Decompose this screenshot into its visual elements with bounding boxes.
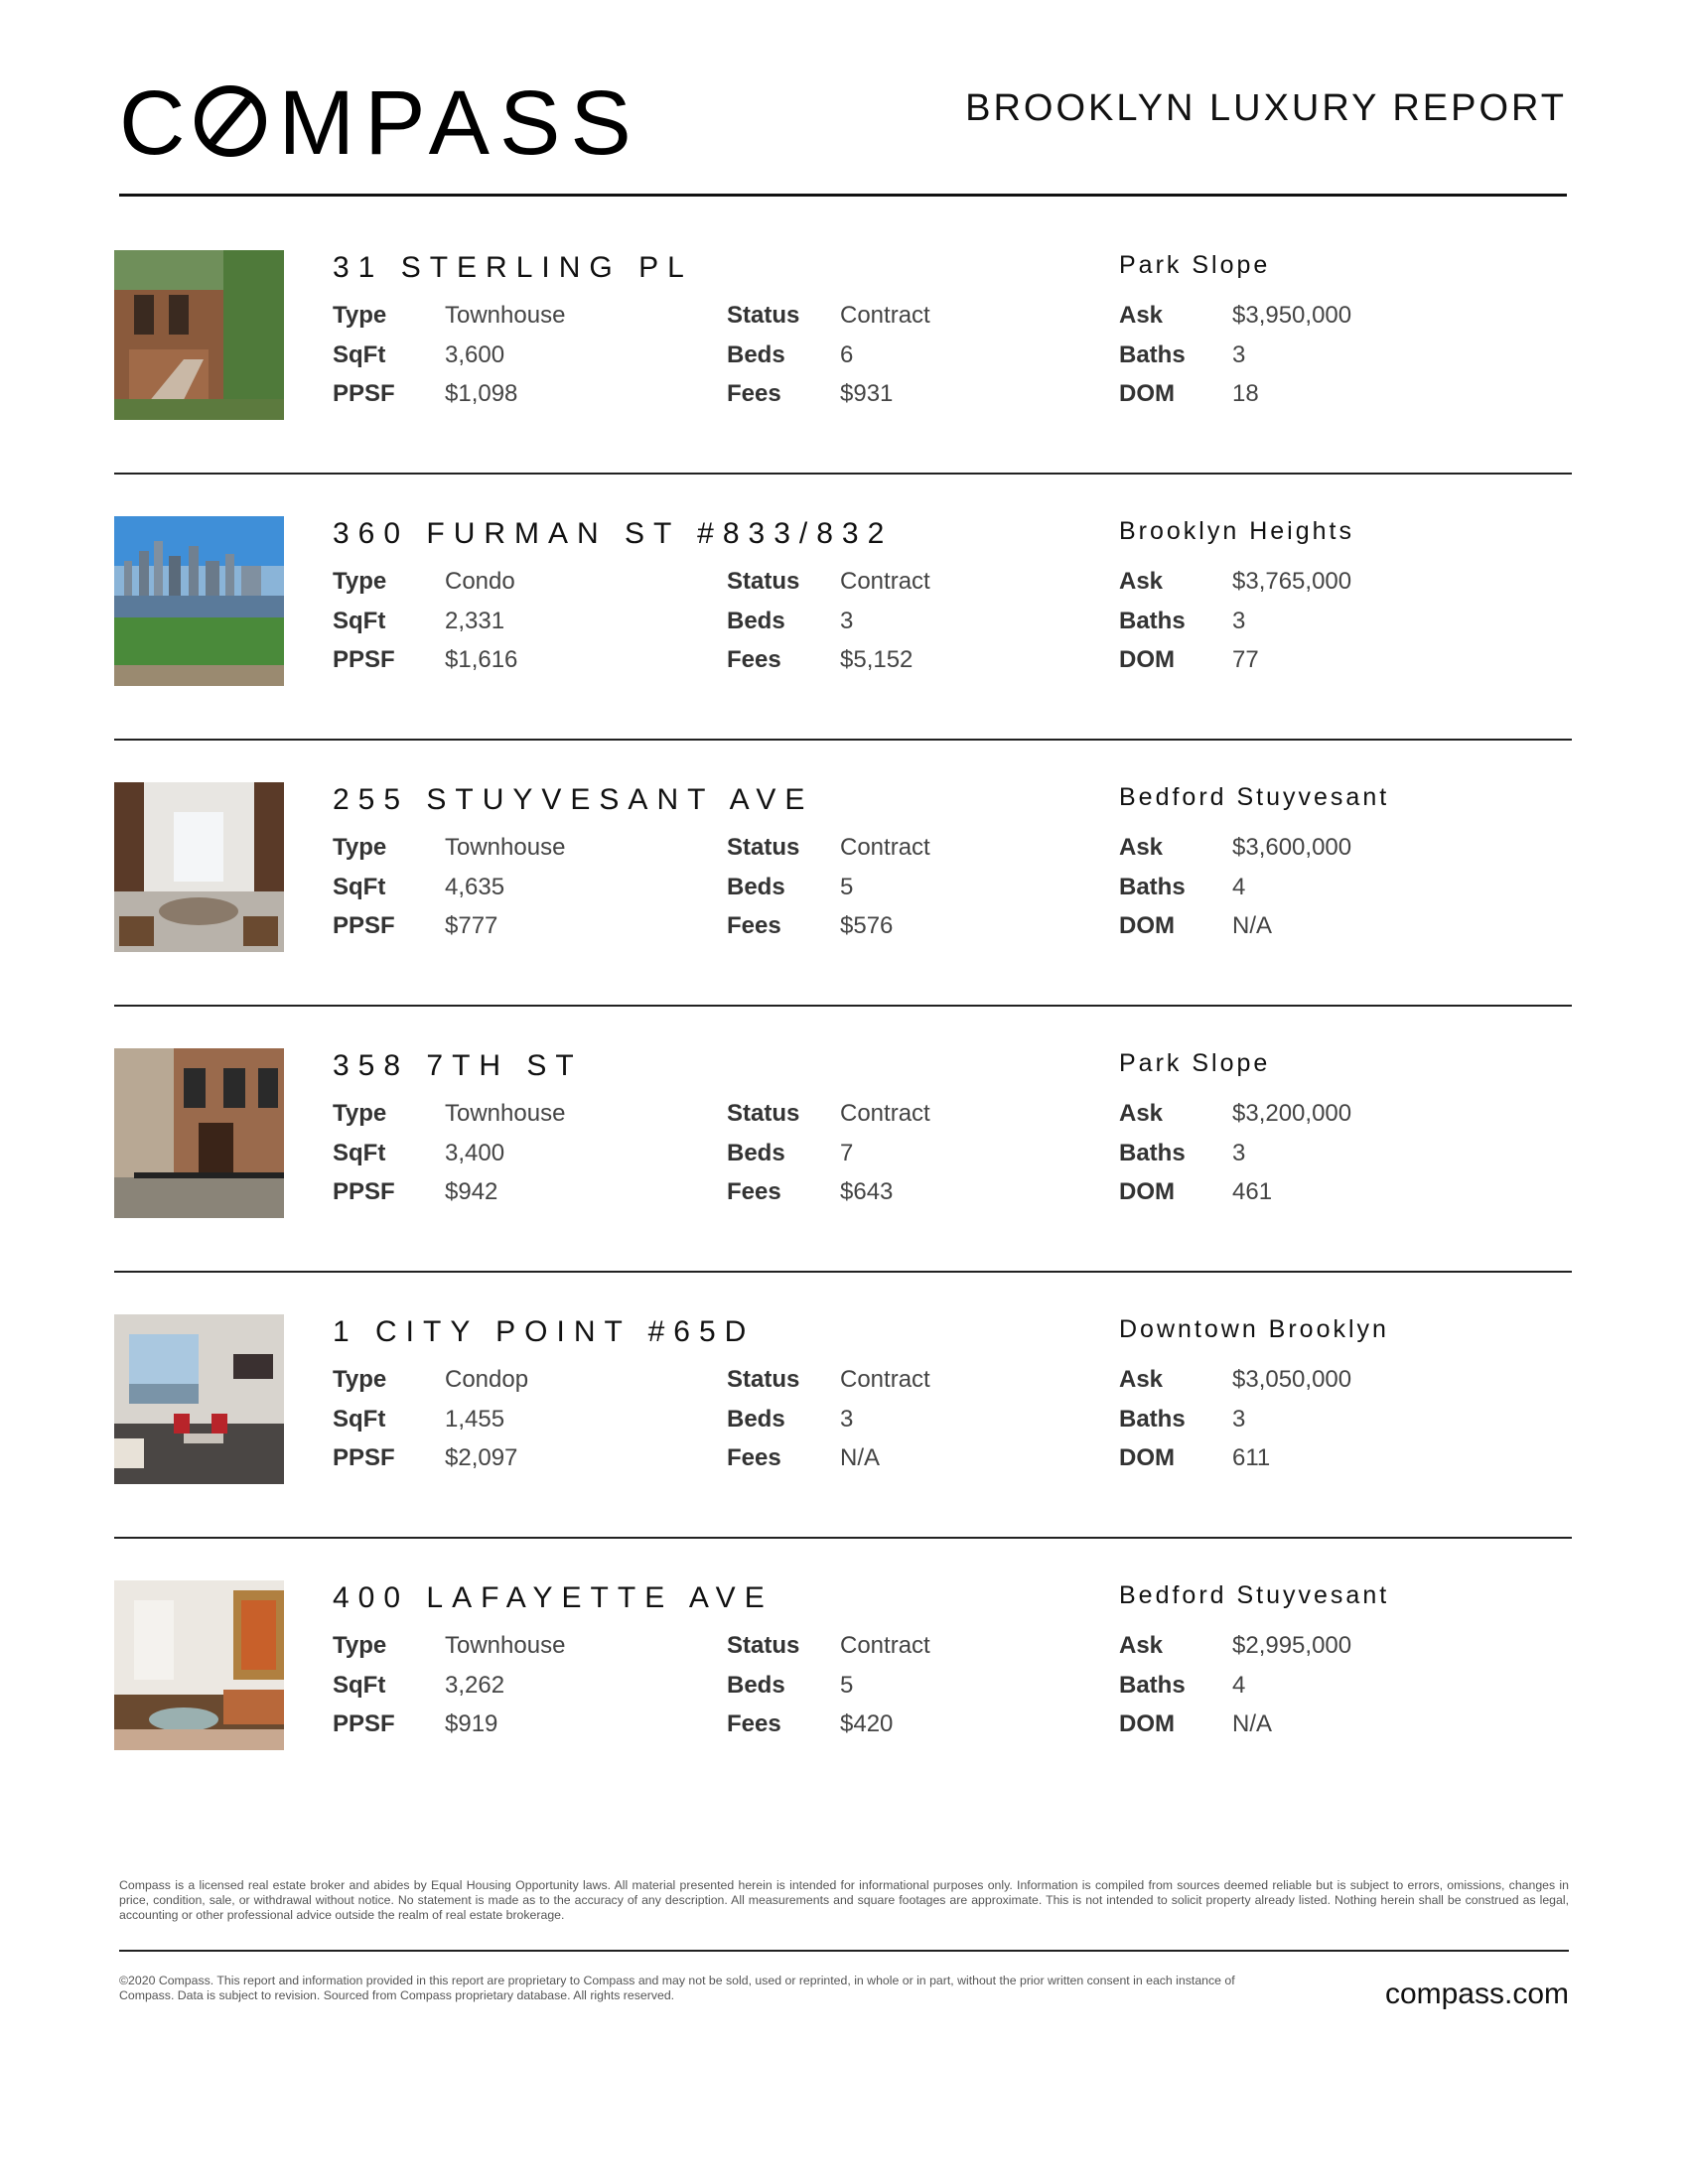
sqft-value: 4,635: [445, 874, 505, 900]
fees-value: $576: [840, 912, 894, 939]
ask-label: Ask: [1119, 302, 1164, 329]
listing-photo: [114, 1048, 284, 1218]
baths-label: Baths: [1119, 608, 1186, 634]
listing-neighborhood: Bedford Stuyvesant: [1119, 783, 1390, 811]
fees-value: $931: [840, 380, 894, 407]
baths-value: 4: [1232, 1672, 1246, 1699]
listing-divider: [114, 739, 1572, 741]
status-label: Status: [727, 1632, 800, 1659]
ppsf-value: $777: [445, 912, 498, 939]
sqft-label: SqFt: [333, 1672, 386, 1699]
listing-photo: [114, 250, 284, 420]
copyright-notice: ©2020 Compass. This report and information provided in this report are proprietary to Compass and may not be sold, used or reprinted, in whole or in part, without the prior written consent in each instance of Compass. Data is subject to revision. Sourced from Compass proprietary database. All rights reserved.: [119, 1974, 1235, 2002]
dom-value: N/A: [1232, 1710, 1273, 1737]
ask-label: Ask: [1119, 1632, 1164, 1659]
listing-photo: [114, 1314, 284, 1484]
sqft-value: 2,331: [445, 608, 505, 634]
legal-disclaimer: Compass is a licensed real estate broker and abides by Equal Housing Opportunity laws. All material presented herein is intended for informational purposes only. Information is compiled from sources deemed reliable but is subject to errors, omissions, changes in price, condition, sale, or withdrawal without notice. No statement is made as to the accuracy of any description. All measurements and square footages are approximate. This is not intended to solicit property already listed. Nothing herein shall be construed as legal, accounting or other professional advice outside the realm of real estate brokerage.: [119, 1878, 1569, 1922]
listing-5: [114, 1314, 1572, 1580]
dom-label: DOM: [1119, 912, 1175, 939]
listing-1: [114, 250, 1572, 516]
fees-value: N/A: [840, 1444, 881, 1471]
website-link[interactable]: compass.com: [1384, 1978, 1569, 2010]
baths-value: 3: [1232, 1140, 1246, 1166]
ask-label: Ask: [1119, 834, 1164, 861]
beds-value: 7: [840, 1140, 854, 1166]
type-value: Condo: [445, 568, 515, 595]
status-label: Status: [727, 1100, 800, 1127]
brownstone-street-photo-icon: [114, 1048, 284, 1218]
dom-label: DOM: [1119, 380, 1175, 407]
status-value: Contract: [840, 834, 930, 861]
listing-divider: [114, 1271, 1572, 1273]
listing-photo: [114, 782, 284, 952]
listing-4: [114, 1048, 1572, 1314]
beds-label: Beds: [727, 341, 785, 368]
dom-label: DOM: [1119, 646, 1175, 673]
listing-2: [114, 516, 1572, 782]
ppsf-label: PPSF: [333, 1444, 395, 1471]
ppsf-label: PPSF: [333, 1710, 395, 1737]
beds-label: Beds: [727, 874, 785, 900]
fees-label: Fees: [727, 380, 781, 407]
ppsf-label: PPSF: [333, 380, 395, 407]
ppsf-value: $1,098: [445, 380, 518, 407]
ppsf-value: $919: [445, 1710, 498, 1737]
status-label: Status: [727, 1366, 800, 1393]
listing-address: 31 STERLING PL: [333, 251, 693, 284]
listing-neighborhood: Downtown Brooklyn: [1119, 1315, 1389, 1343]
status-value: Contract: [840, 1100, 930, 1127]
sqft-label: SqFt: [333, 1140, 386, 1166]
ppsf-label: PPSF: [333, 1178, 395, 1205]
footer-divider: [119, 1950, 1569, 1952]
ppsf-value: $942: [445, 1178, 498, 1205]
parlor-photo-icon: [114, 1580, 284, 1750]
listing-photo: [114, 1580, 284, 1750]
sqft-value: 3,262: [445, 1672, 505, 1699]
ask-value: $2,995,000: [1232, 1632, 1352, 1659]
listing-photo: [114, 516, 284, 686]
fees-label: Fees: [727, 1710, 781, 1737]
listing-3: [114, 782, 1572, 1048]
type-value: Townhouse: [445, 1100, 566, 1127]
beds-value: 3: [840, 1406, 854, 1433]
listing-divider: [114, 1005, 1572, 1007]
ppsf-value: $1,616: [445, 646, 518, 673]
type-label: Type: [333, 834, 387, 861]
status-value: Contract: [840, 1632, 930, 1659]
ask-label: Ask: [1119, 1100, 1164, 1127]
baths-label: Baths: [1119, 341, 1186, 368]
sqft-value: 3,400: [445, 1140, 505, 1166]
dom-label: DOM: [1119, 1444, 1175, 1471]
listing-6: [114, 1580, 1572, 1846]
baths-label: Baths: [1119, 1672, 1186, 1699]
townhouse-photo-icon: [114, 250, 284, 420]
ask-value: $3,600,000: [1232, 834, 1352, 861]
ask-value: $3,200,000: [1232, 1100, 1352, 1127]
skyline-photo-icon: [114, 516, 284, 686]
sqft-label: SqFt: [333, 608, 386, 634]
dom-value: N/A: [1232, 912, 1273, 939]
sqft-value: 1,455: [445, 1406, 505, 1433]
status-label: Status: [727, 302, 800, 329]
baths-label: Baths: [1119, 1406, 1186, 1433]
status-value: Contract: [840, 568, 930, 595]
fees-label: Fees: [727, 912, 781, 939]
dom-label: DOM: [1119, 1710, 1175, 1737]
dom-value: 611: [1232, 1444, 1271, 1471]
ask-value: $3,050,000: [1232, 1366, 1352, 1393]
listing-neighborhood: Park Slope: [1119, 251, 1271, 279]
status-label: Status: [727, 834, 800, 861]
compass-o-icon: [195, 85, 266, 157]
report-title: BROOKLYN LUXURY REPORT: [965, 87, 1567, 129]
listing-neighborhood: Brooklyn Heights: [1119, 517, 1354, 545]
listing-address: 360 FURMAN ST #833/832: [333, 517, 894, 550]
listing-address: 358 7TH ST: [333, 1049, 583, 1082]
type-value: Townhouse: [445, 1632, 566, 1659]
type-label: Type: [333, 1366, 387, 1393]
type-label: Type: [333, 568, 387, 595]
ask-label: Ask: [1119, 568, 1164, 595]
beds-label: Beds: [727, 608, 785, 634]
baths-value: 3: [1232, 1406, 1246, 1433]
dom-value: 77: [1232, 646, 1259, 673]
sqft-label: SqFt: [333, 1406, 386, 1433]
baths-value: 3: [1232, 608, 1246, 634]
status-label: Status: [727, 568, 800, 595]
listing-divider: [114, 473, 1572, 475]
sqft-value: 3,600: [445, 341, 505, 368]
status-value: Contract: [840, 302, 930, 329]
fees-label: Fees: [727, 1178, 781, 1205]
beds-value: 6: [840, 341, 854, 368]
type-label: Type: [333, 1100, 387, 1127]
fees-value: $420: [840, 1710, 894, 1737]
sqft-label: SqFt: [333, 341, 386, 368]
baths-label: Baths: [1119, 1140, 1186, 1166]
dom-value: 18: [1232, 380, 1259, 407]
ppsf-value: $2,097: [445, 1444, 518, 1471]
compass-logo: C MPASS: [119, 72, 641, 174]
fees-value: $643: [840, 1178, 894, 1205]
status-value: Contract: [840, 1366, 930, 1393]
listing-neighborhood: Park Slope: [1119, 1049, 1271, 1077]
listing-neighborhood: Bedford Stuyvesant: [1119, 1581, 1390, 1609]
listing-address: 400 LAFAYETTE AVE: [333, 1581, 774, 1614]
beds-label: Beds: [727, 1406, 785, 1433]
fees-label: Fees: [727, 1444, 781, 1471]
fees-label: Fees: [727, 646, 781, 673]
header-divider: [119, 194, 1567, 197]
ask-label: Ask: [1119, 1366, 1164, 1393]
beds-label: Beds: [727, 1672, 785, 1699]
dom-label: DOM: [1119, 1178, 1175, 1205]
type-label: Type: [333, 302, 387, 329]
listing-address: 1 CITY POINT #65D: [333, 1315, 756, 1348]
type-value: Condop: [445, 1366, 529, 1393]
baths-label: Baths: [1119, 874, 1186, 900]
fees-value: $5,152: [840, 646, 914, 673]
listing-divider: [114, 1537, 1572, 1539]
report-header: [119, 72, 1567, 197]
ppsf-label: PPSF: [333, 912, 395, 939]
beds-value: 5: [840, 1672, 854, 1699]
type-value: Townhouse: [445, 834, 566, 861]
beds-label: Beds: [727, 1140, 785, 1166]
dom-value: 461: [1232, 1178, 1273, 1205]
type-label: Type: [333, 1632, 387, 1659]
ask-value: $3,950,000: [1232, 302, 1352, 329]
baths-value: 4: [1232, 874, 1246, 900]
listing-address: 255 STUYVESANT AVE: [333, 783, 814, 816]
ask-value: $3,765,000: [1232, 568, 1352, 595]
living-room-photo-icon: [114, 782, 284, 952]
type-value: Townhouse: [445, 302, 566, 329]
beds-value: 5: [840, 874, 854, 900]
condo-interior-photo-icon: [114, 1314, 284, 1484]
baths-value: 3: [1232, 341, 1246, 368]
beds-value: 3: [840, 608, 854, 634]
ppsf-label: PPSF: [333, 646, 395, 673]
sqft-label: SqFt: [333, 874, 386, 900]
